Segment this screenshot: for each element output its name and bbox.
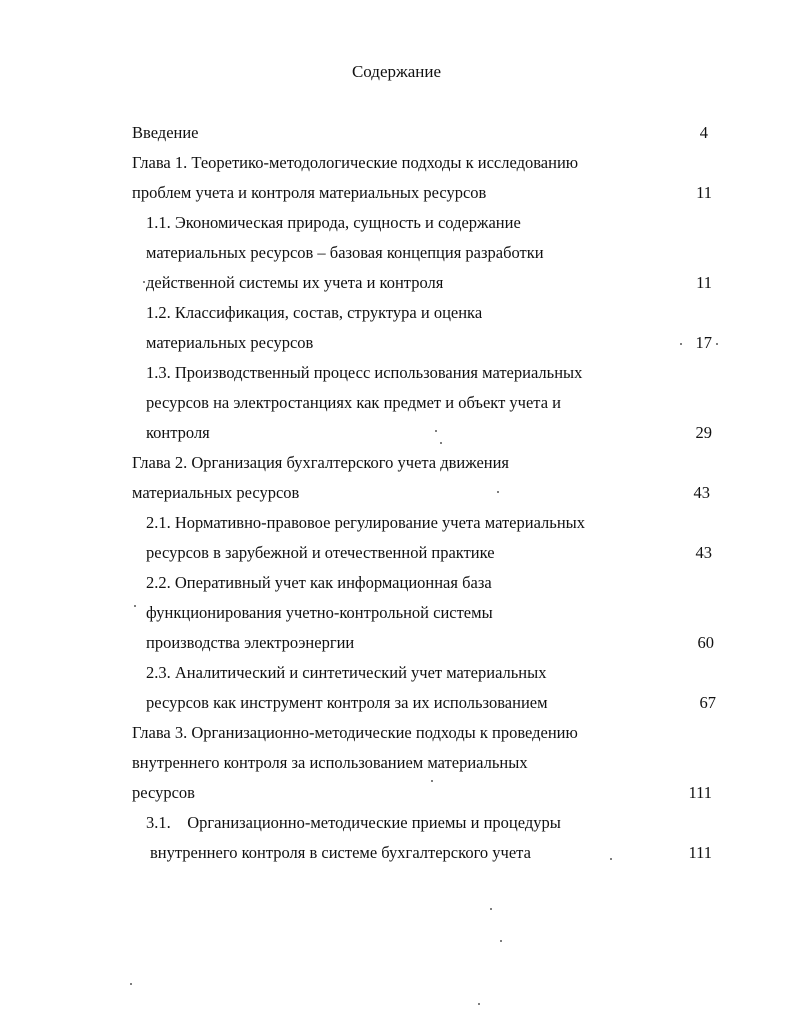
- toc-entry-page: 17: [695, 333, 712, 352]
- toc-entry-text: 2.1. Нормативно-правовое регулирование учета материальных: [146, 513, 585, 532]
- toc-entry-page: 60: [697, 633, 714, 652]
- scan-speck: [490, 908, 492, 910]
- toc-entry-page: [652, 748, 712, 778]
- toc-entry-page: 4: [699, 123, 708, 142]
- toc-entry-text: ресурсов в зарубежной и отечественной практике: [146, 543, 495, 562]
- toc-entry-text: 2.2. Оперативный учет как информационная база: [146, 573, 492, 592]
- scan-speck: [500, 940, 502, 942]
- toc-entry-page: 43: [695, 543, 712, 562]
- scan-speck: [680, 343, 682, 345]
- toc-entry-text: 1.2. Классификация, состав, структура и оценка: [146, 303, 483, 322]
- toc-entry-text: Глава 2. Организация бухгалтерского учета движения: [132, 453, 510, 472]
- toc-entry-page: 29: [695, 423, 712, 442]
- scan-speck: [478, 1003, 480, 1005]
- toc-entry-text: внутреннего контроля в системе бухгалтерского учета: [150, 843, 531, 862]
- scan-speck: [440, 442, 442, 444]
- toc-entry-text: материальных ресурсов: [146, 333, 314, 352]
- toc-entry-text: 1.1. Экономическая природа, сущность и содержание: [146, 213, 521, 232]
- toc-entry-text: проблем учета и контроля материальных ресурсов: [132, 183, 487, 202]
- toc-entry-page: 111: [688, 843, 712, 862]
- toc-entry-text: 3.1. Организационно-методические приемы и процедуры: [146, 813, 561, 832]
- scan-speck: [716, 343, 718, 345]
- toc-entry-page: [652, 448, 712, 478]
- toc-entry-text: материальных ресурсов – базовая концепция разработки: [146, 243, 544, 262]
- toc-entry-page: [652, 808, 712, 838]
- toc-entry-page: [652, 358, 712, 388]
- toc-entry-text: Введение: [132, 123, 199, 142]
- toc-entry-page: 111: [688, 783, 712, 802]
- scan-speck: [435, 430, 437, 432]
- toc-entry-page: 43: [693, 483, 710, 502]
- toc-entry-text: ресурсов как инструмент контроля за их использованием: [146, 693, 548, 712]
- toc-entry-text: функционирования учетно-контрольной системы: [146, 603, 493, 622]
- scan-speck: [134, 605, 136, 607]
- toc-entry-page: [652, 568, 712, 598]
- toc-entry-page: [652, 658, 712, 688]
- toc-entry-text: Глава 3. Организационно-методические подходы к проведению: [132, 723, 578, 742]
- toc-entry-page: [652, 718, 712, 748]
- toc-entry-text: Глава 1. Теоретико-методологические подходы к исследованию: [132, 153, 579, 172]
- toc-entry-text: производства электроэнергии: [146, 633, 355, 652]
- toc-entry-text: ресурсов: [132, 783, 195, 802]
- scan-speck: [610, 858, 612, 860]
- toc-entry-page: [652, 238, 712, 268]
- toc-entry-text: действенной системы их учета и контроля: [146, 273, 444, 292]
- toc-entry-text: 1.3. Производственный процесс использования материальных: [146, 363, 583, 382]
- scan-speck: [431, 780, 433, 782]
- toc-entry-text: ресурсов на электростанциях как предмет и объект учета и: [146, 393, 561, 412]
- toc-entry-page: [652, 148, 712, 178]
- toc-entry-page: 67: [699, 693, 716, 712]
- toc-entry-page: [652, 208, 712, 238]
- toc-entry-text: 2.3. Аналитический и синтетический учет материальных: [146, 663, 547, 682]
- toc-entry-text: материальных ресурсов: [132, 483, 300, 502]
- toc-entry-page: [652, 298, 712, 328]
- scan-speck: [497, 491, 499, 493]
- toc-entry-text: внутреннего контроля за использованием материальных: [132, 753, 528, 772]
- toc-entry-page: 11: [696, 273, 712, 292]
- page-title: Содержание: [351, 62, 442, 81]
- toc-entry-page: [652, 508, 712, 538]
- scan-speck: [130, 983, 132, 985]
- scan-speck: [143, 281, 145, 283]
- toc-entry-text: контроля: [146, 423, 210, 442]
- toc-entry-page: [652, 388, 712, 418]
- toc-entry-page: 11: [696, 183, 712, 202]
- toc-entry-page: [652, 598, 712, 628]
